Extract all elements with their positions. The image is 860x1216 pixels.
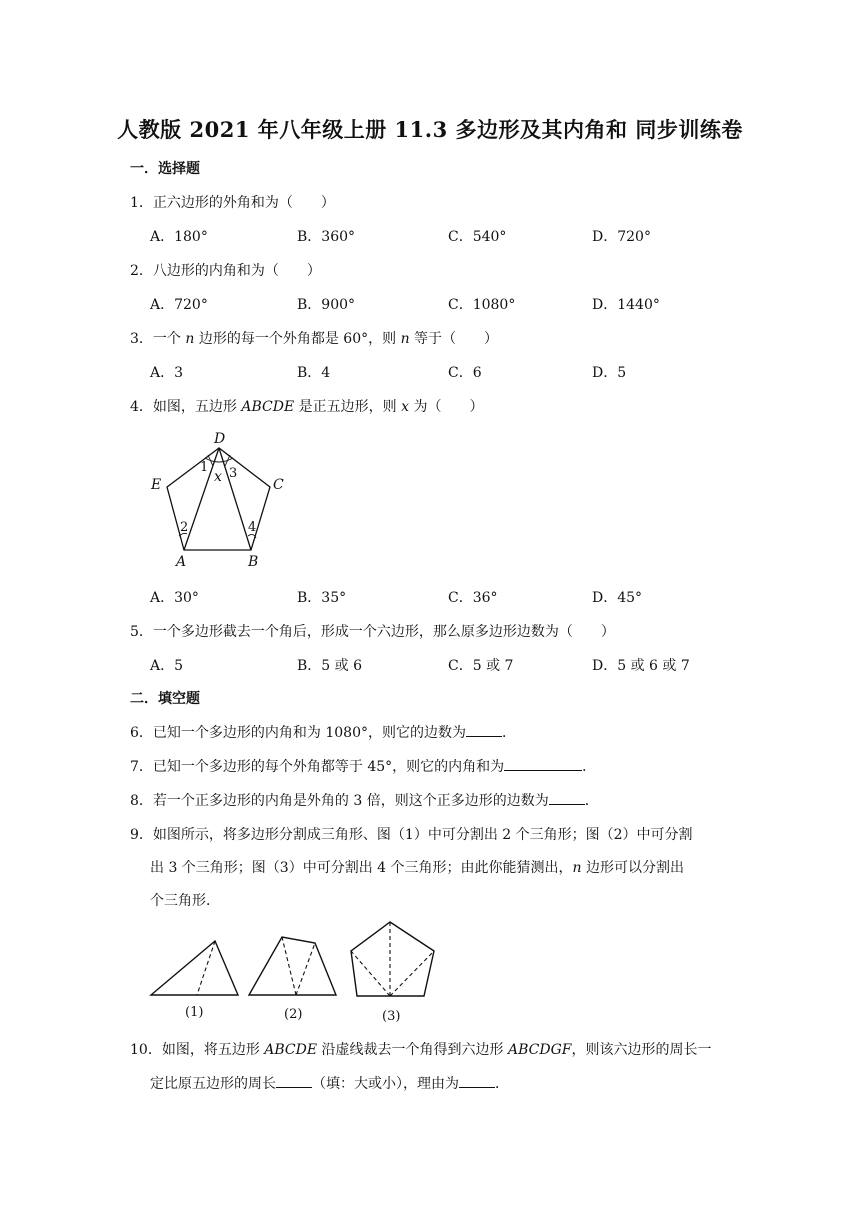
- question-9-line-3: 个三角形．: [150, 893, 220, 909]
- option-d: D．5 或 6 或 7: [592, 658, 690, 674]
- label-angle-3: 3: [229, 466, 238, 481]
- question-9-line-2: 出 3 个三角形；图（3）中可分割出 4 个三角形；由此你能猜测出，n 边形可以分割出: [150, 860, 685, 876]
- question-10-line-1: 10．如图，将五边形 ABCDE 沿虚线裁去一个角得到六边形 ABCDGF，则该六边形的周长一: [130, 1042, 712, 1058]
- option-d: D．45°: [592, 590, 643, 606]
- answer-blank[interactable]: [459, 1073, 495, 1088]
- label-angle-2: 2: [180, 520, 189, 535]
- question-2-stem: 2．八边形的内角和为（ ）: [130, 263, 321, 279]
- option-a: A．30°: [150, 590, 199, 606]
- answer-blank[interactable]: [549, 790, 585, 805]
- label-d: D: [214, 431, 226, 447]
- question-8-stem: 8．若一个正多边形的内角是外角的 3 倍，则这个正多边形的边数为 ．: [130, 790, 599, 810]
- option-a: A．3: [150, 365, 184, 381]
- option-b: B．5 或 6: [297, 658, 363, 674]
- question-6-stem: 6．已知一个多边形的内角和为 1080°，则它的边数为 ．: [130, 722, 516, 742]
- figure-label-1: (1): [185, 1005, 204, 1020]
- question-7-stem: 7．已知一个多边形的每个外角都等于 45°，则它的内角和为 ．: [130, 756, 596, 776]
- figure-label-3: (3): [382, 1009, 401, 1024]
- question-5-stem: 5．一个多边形截去一个角后，形成一个六边形，那么原多边形边数为（ ）: [130, 624, 615, 640]
- answer-blank[interactable]: [466, 722, 502, 737]
- section-fill-heading: 二．填空题: [130, 691, 200, 707]
- section-choice-heading: 一．选择题: [130, 161, 200, 177]
- answer-blank[interactable]: [276, 1073, 312, 1088]
- option-d: D．5: [592, 365, 627, 381]
- label-a: A: [176, 554, 187, 570]
- option-c: C．36°: [448, 590, 498, 606]
- option-d: D．720°: [592, 229, 651, 245]
- figure-label-2: (2): [284, 1007, 303, 1022]
- question-1-stem: 1．正六边形的外角和为（ ）: [130, 195, 335, 211]
- question-4-stem: 4．如图，五边形 ABCDE 是正五边形，则 x 为（ ）: [130, 399, 484, 415]
- option-c: C．1080°: [448, 297, 516, 313]
- question-1-options: [150, 226, 750, 246]
- page-title: 人教版 2021 年八年级上册 11.3 多边形及其内角和 同步训练卷: [117, 117, 743, 142]
- label-angle-1: 1: [200, 460, 209, 475]
- question-3-options: [150, 362, 750, 382]
- label-e: E: [151, 477, 162, 493]
- answer-blank[interactable]: [504, 756, 582, 771]
- question-4-options: [150, 587, 750, 607]
- option-d: D．1440°: [592, 297, 660, 313]
- option-c: C．540°: [448, 229, 507, 245]
- polygon-division-figure: [145, 915, 445, 1025]
- pentagon-figure: [145, 428, 295, 570]
- option-b: B．900°: [297, 297, 356, 313]
- label-c: C: [273, 477, 284, 493]
- option-a: A．180°: [150, 229, 208, 245]
- option-c: C．6: [448, 365, 482, 381]
- option-a: A．5: [150, 658, 184, 674]
- option-b: B．35°: [297, 590, 347, 606]
- option-b: B．4: [297, 365, 331, 381]
- question-5-options: [150, 655, 750, 675]
- question-9-line-1: 9．如图所示，将多边形分割成三角形、图（1）中可分割出 2 个三角形；图（2）中可分割: [130, 827, 693, 843]
- label-b: B: [248, 554, 259, 570]
- question-2-options: [150, 294, 750, 314]
- label-x: x: [214, 469, 222, 485]
- question-3-stem: 3．一个 n 边形的每一个外角都是 60°，则 n 等于（ ）: [130, 331, 499, 347]
- question-10-line-2: 定比原五边形的周长 （填：大或小），理由为 ．: [150, 1073, 509, 1093]
- option-b: B．360°: [297, 229, 356, 245]
- label-angle-4: 4: [248, 520, 257, 535]
- option-c: C．5 或 7: [448, 658, 514, 674]
- option-a: A．720°: [150, 297, 208, 313]
